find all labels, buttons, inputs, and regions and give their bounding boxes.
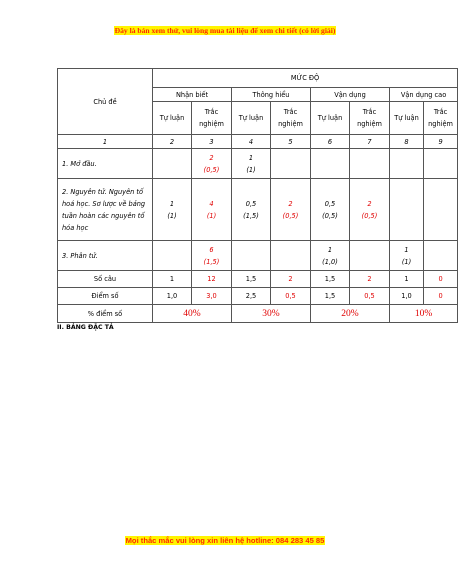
column-number: 4 <box>232 135 271 149</box>
percent-row <box>58 305 458 323</box>
table-row <box>58 241 458 271</box>
topic-header: Chủ đề <box>58 69 153 135</box>
percent-cell: 40% <box>153 305 232 323</box>
essay-header: Tự luận <box>390 102 424 135</box>
score-cell: 0,5 <box>350 288 390 305</box>
essay-header: Tự luận <box>153 102 192 135</box>
count-cell: 1 <box>153 271 192 288</box>
score-cell: 1,0 <box>390 288 424 305</box>
value-cell <box>350 241 390 271</box>
score-cell: 0,5 <box>271 288 311 305</box>
value-cell: 1 (1) <box>232 149 271 179</box>
value-cell: 1 (1) <box>390 241 424 271</box>
count-cell: 2 <box>271 271 311 288</box>
score-row <box>58 288 458 305</box>
column-number: 5 <box>271 135 311 149</box>
value-cell <box>271 241 311 271</box>
mc-header: Trắc nghiệm <box>424 102 458 135</box>
column-number: 7 <box>350 135 390 149</box>
count-cell: 2 <box>350 271 390 288</box>
score-cell: 2,5 <box>232 288 271 305</box>
level-understand: Thông hiểu <box>232 88 311 102</box>
section-heading: II. BẢNG ĐẶC TẢ <box>57 324 114 331</box>
value-cell <box>271 149 311 179</box>
value-cell: 0,5 (1,5) <box>232 179 271 241</box>
value-cell: 2 (0,5) <box>192 149 232 179</box>
count-cell: 1 <box>390 271 424 288</box>
count-cell: 12 <box>192 271 232 288</box>
column-number-row <box>58 135 458 149</box>
mc-header: Trắc nghiệm <box>350 102 390 135</box>
column-number: 3 <box>192 135 232 149</box>
value-cell <box>232 241 271 271</box>
row-label: % điểm số <box>58 305 153 323</box>
level-apply-high: Vận dụng cao <box>390 88 458 102</box>
hotline-banner <box>0 536 450 546</box>
exam-matrix-table <box>57 68 458 323</box>
value-cell <box>350 149 390 179</box>
preview-notice-text: Đây là bản xem thử, vui lòng mua tài liệu để xem chi tiết (có lời giải) <box>114 26 336 35</box>
value-cell <box>390 149 424 179</box>
column-number: 9 <box>424 135 458 149</box>
value-cell: 2 (0,5) <box>271 179 311 241</box>
count-cell: 0 <box>424 271 458 288</box>
level-header: MỨC ĐỘ <box>153 69 458 88</box>
value-cell <box>311 149 350 179</box>
mc-header: Trắc nghiệm <box>192 102 232 135</box>
column-number: 2 <box>153 135 192 149</box>
value-cell: 2 (0,5) <box>350 179 390 241</box>
topic-cell: 2. Nguyên tử. Nguyên tố hoá học. Sơ lược về bảng tuần hoàn các nguyên tố hóa học <box>58 179 153 241</box>
value-cell <box>424 241 458 271</box>
percent-cell: 30% <box>232 305 311 323</box>
value-cell <box>424 179 458 241</box>
percent-cell: 20% <box>311 305 390 323</box>
question-count-row <box>58 271 458 288</box>
percent-cell: 10% <box>390 305 458 323</box>
value-cell: 0,5 (0,5) <box>311 179 350 241</box>
value-cell <box>424 149 458 179</box>
value-cell: 1 (1) <box>153 179 192 241</box>
table-row <box>58 149 458 179</box>
column-number: 1 <box>58 135 153 149</box>
column-number: 6 <box>311 135 350 149</box>
column-number: 8 <box>390 135 424 149</box>
header-row-level <box>58 69 458 88</box>
topic-cell: 1. Mở đầu. <box>58 149 153 179</box>
row-label: Số câu <box>58 271 153 288</box>
value-cell <box>153 241 192 271</box>
table-row <box>58 179 458 241</box>
value-cell: 4 (1) <box>192 179 232 241</box>
score-cell: 1,5 <box>311 288 350 305</box>
mc-header: Trắc nghiệm <box>271 102 311 135</box>
value-cell: 1 (1,0) <box>311 241 350 271</box>
count-cell: 1,5 <box>232 271 271 288</box>
hotline-text: Mọi thắc mắc vui lòng xin liên hệ hotline: 084 283 45 85 <box>125 536 325 545</box>
count-cell: 1,5 <box>311 271 350 288</box>
value-cell <box>153 149 192 179</box>
essay-header: Tự luận <box>311 102 350 135</box>
value-cell: 6 (1,5) <box>192 241 232 271</box>
score-cell: 0 <box>424 288 458 305</box>
score-cell: 3,0 <box>192 288 232 305</box>
preview-notice-banner <box>0 26 450 36</box>
essay-header: Tự luận <box>232 102 271 135</box>
row-label: Điểm số <box>58 288 153 305</box>
level-recognize: Nhận biết <box>153 88 232 102</box>
value-cell <box>390 179 424 241</box>
topic-cell: 3. Phân tử. <box>58 241 153 271</box>
level-apply: Vận dụng <box>311 88 390 102</box>
score-cell: 1,0 <box>153 288 192 305</box>
